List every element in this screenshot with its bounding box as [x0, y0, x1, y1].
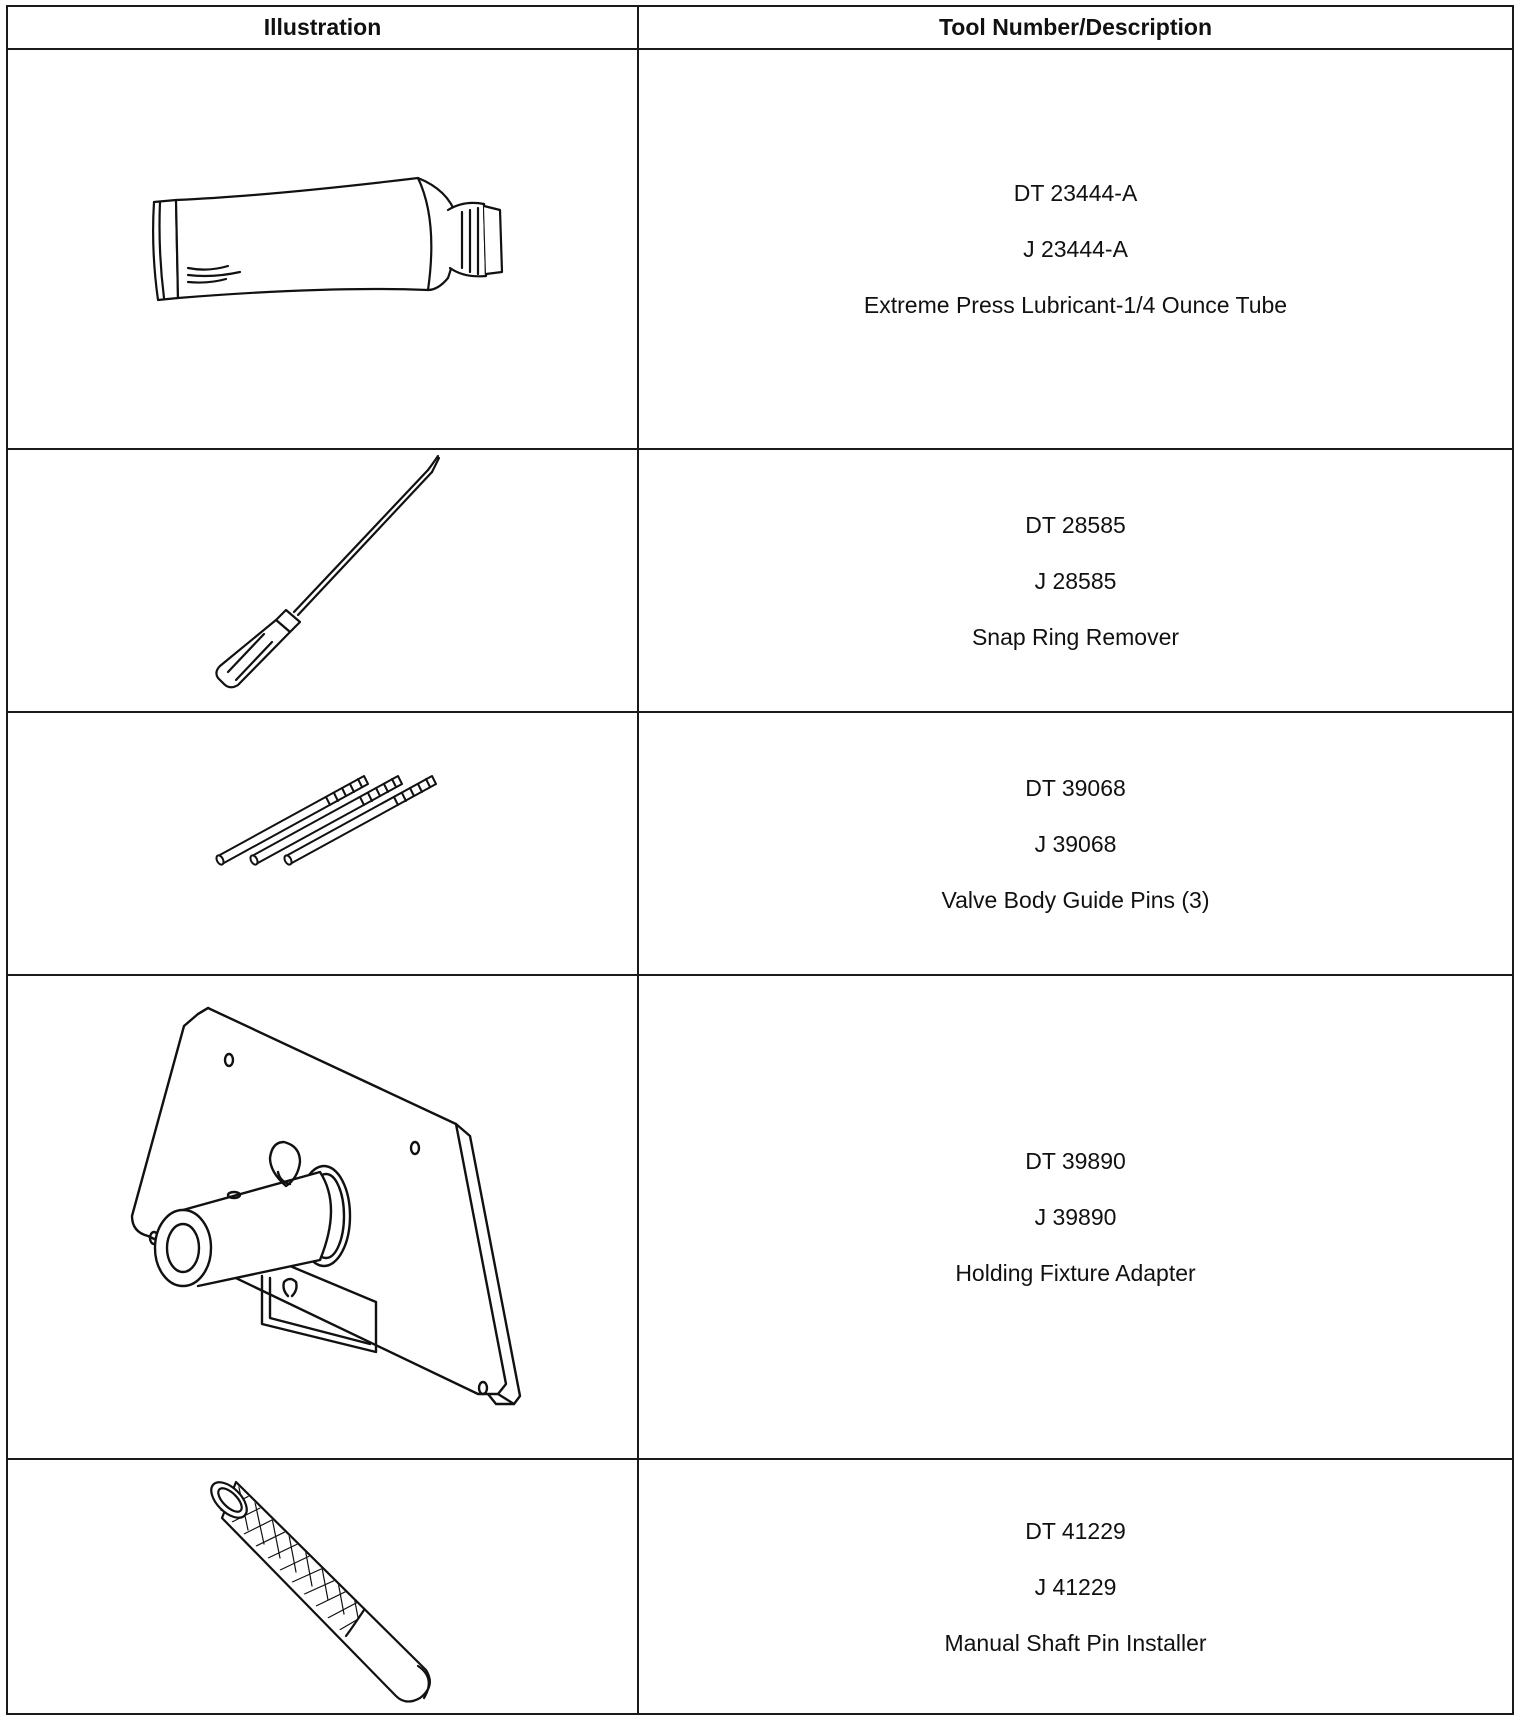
lubricant-tube-icon: [8, 50, 637, 448]
illustration-cell: [8, 50, 639, 448]
j-tool-number: J 23444-A: [1023, 236, 1128, 262]
dt-tool-number: DT 23444-A: [1013, 180, 1138, 206]
illustration-cell: [8, 1460, 639, 1713]
special-tools-table: [6, 5, 1514, 1715]
j-tool-number: J 41229: [1034, 1573, 1117, 1600]
pin-installer-icon: [8, 1460, 637, 1711]
illustration-cell: [8, 713, 639, 974]
description-cell: [639, 50, 1512, 448]
holding-fixture-icon: [8, 976, 637, 1458]
header-tool-description: Tool Number/Description: [938, 14, 1213, 40]
table-row: [8, 976, 1512, 1460]
illustration-cell: [8, 450, 639, 711]
j-tool-number: J 39068: [1034, 830, 1117, 857]
tool-description: Manual Shaft Pin Installer: [944, 1629, 1207, 1656]
dt-tool-number: DT 39068: [1025, 774, 1126, 801]
table-row: [8, 1460, 1512, 1713]
description-cell: [639, 1460, 1512, 1713]
illustration-cell: [8, 976, 639, 1458]
tool-description: Holding Fixture Adapter: [955, 1260, 1196, 1286]
dt-tool-number: DT 39890: [1025, 1148, 1126, 1174]
tool-description: Snap Ring Remover: [971, 623, 1180, 650]
description-cell: [639, 450, 1512, 711]
tool-description: Valve Body Guide Pins (3): [941, 886, 1210, 913]
table-row: [8, 50, 1512, 450]
guide-pins-icon: [8, 713, 637, 974]
tool-description: Extreme Press Lubricant-1/4 Ounce Tube: [863, 292, 1288, 318]
description-cell: [639, 713, 1512, 974]
dt-tool-number: DT 28585: [1025, 511, 1126, 538]
table-header-row: [8, 7, 1512, 50]
j-tool-number: J 39890: [1034, 1204, 1117, 1230]
header-illustration: Illustration: [8, 7, 639, 48]
table-row: [8, 450, 1512, 713]
table-row: [8, 713, 1512, 976]
snap-ring-remover-icon: [8, 450, 637, 711]
j-tool-number: J 28585: [1034, 567, 1117, 594]
dt-tool-number: DT 41229: [1025, 1517, 1126, 1544]
description-cell: [639, 976, 1512, 1458]
